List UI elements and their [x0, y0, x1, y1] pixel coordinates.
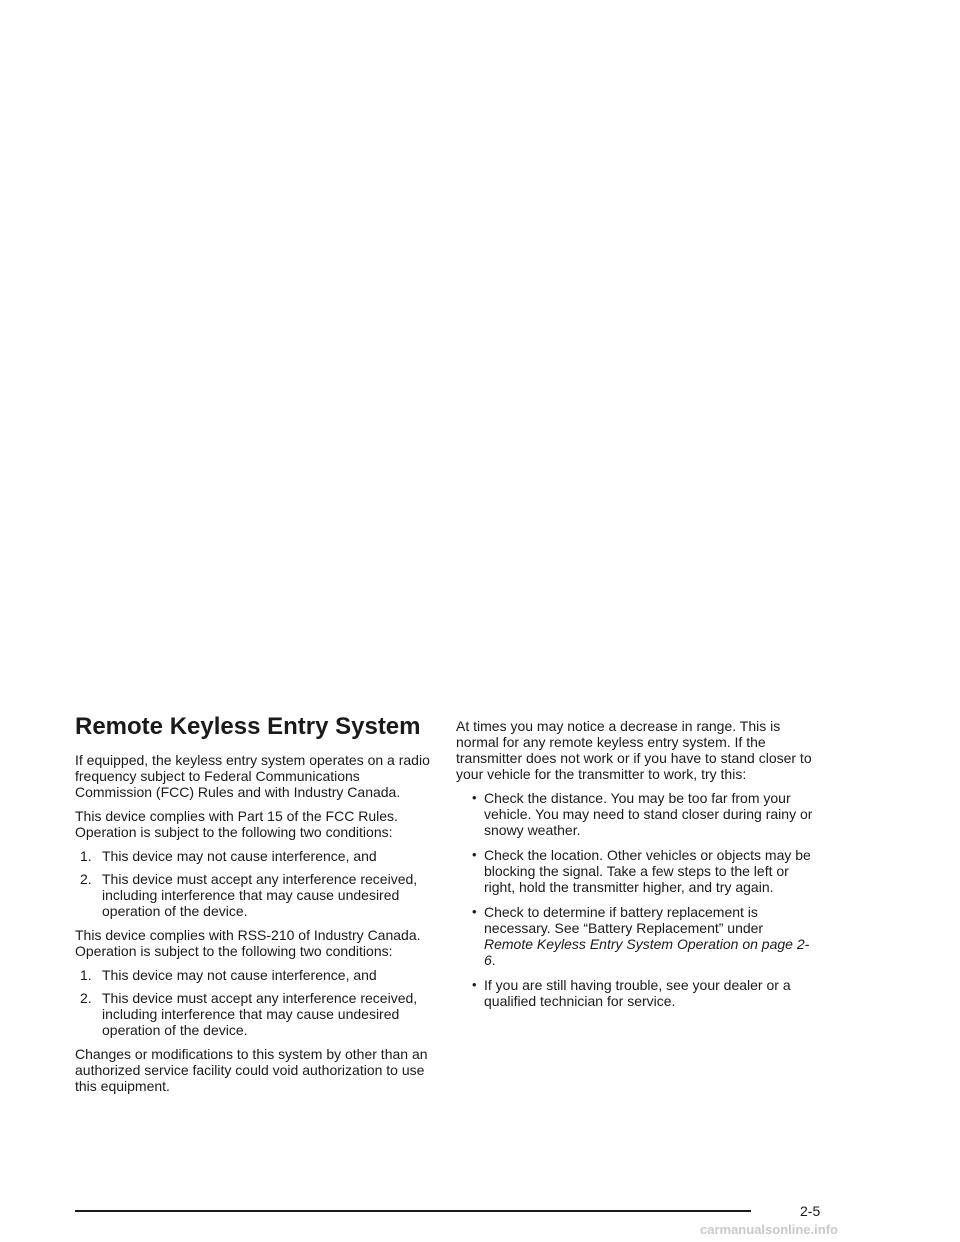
list-item: 2. This device must accept any interference received, including interference that may cause undesired operation of the device. [80, 990, 418, 1038]
list-item: 2. This device must accept any interference received, including interference that may cause undesired operation of the device. [80, 871, 418, 919]
left-column [75, 712, 435, 1102]
bullet-icon: • [472, 977, 477, 992]
section-title: Remote Keyless Entry System [75, 713, 421, 740]
troubleshooting-list [456, 790, 816, 1009]
list-item: 1. This device may not cause interference, and [80, 967, 377, 983]
list-item: • Check the location. Other vehicles or objects may be blocking the signal. Take a few steps to the left or right, hold the transmitter higher, and try again. [472, 847, 811, 895]
fcc-conditions-list [75, 848, 435, 919]
right-column [456, 718, 816, 1018]
bullet-icon: • [472, 790, 477, 805]
list-item: • If you are still having trouble, see your dealer or a qualified technician for service. [472, 977, 791, 1009]
ic-conditions-list [75, 967, 435, 1038]
ic-statement: This device complies with RSS-210 of Industry Canada. Operation is subject to the following two conditions: [75, 927, 421, 959]
page-number: 2-5 [800, 1203, 821, 1219]
watermark: carmanualsonline.info [700, 1222, 838, 1237]
list-item: • Check the distance. You may be too far from your vehicle. You may need to stand closer during rainy or snowy weather. [472, 790, 813, 838]
bullet-icon: • [472, 904, 477, 919]
bullet-icon: • [472, 847, 477, 862]
intro-paragraph: If equipped, the keyless entry system operates on a radio frequency subject to Federal Communications Commission (FCC) Rules and with Industry Canada. [75, 752, 430, 800]
modifications-paragraph: Changes or modifications to this system by other than an authorized service facility could void authorization to use this equipment. [75, 1046, 428, 1094]
range-intro: At times you may notice a decrease in range. This is normal for any remote keyless entry system. If the transmitter does not work or if you have to stand closer to your vehicle for the transmitter to work, try this: [456, 718, 812, 782]
footer-rule [75, 1210, 751, 1212]
list-item: • Check to determine if battery replacement is necessary. See “Battery Replacement” under Remote Keyless Entry System Operation on page 2-6. [472, 904, 810, 968]
fcc-statement: This device complies with Part 15 of the FCC Rules. Operation is subject to the following two conditions: [75, 808, 398, 840]
cross-reference-link[interactable]: Remote Keyless Entry System Operation on page 2-6 [484, 936, 810, 968]
list-item: 1. This device may not cause interference, and [80, 848, 377, 864]
